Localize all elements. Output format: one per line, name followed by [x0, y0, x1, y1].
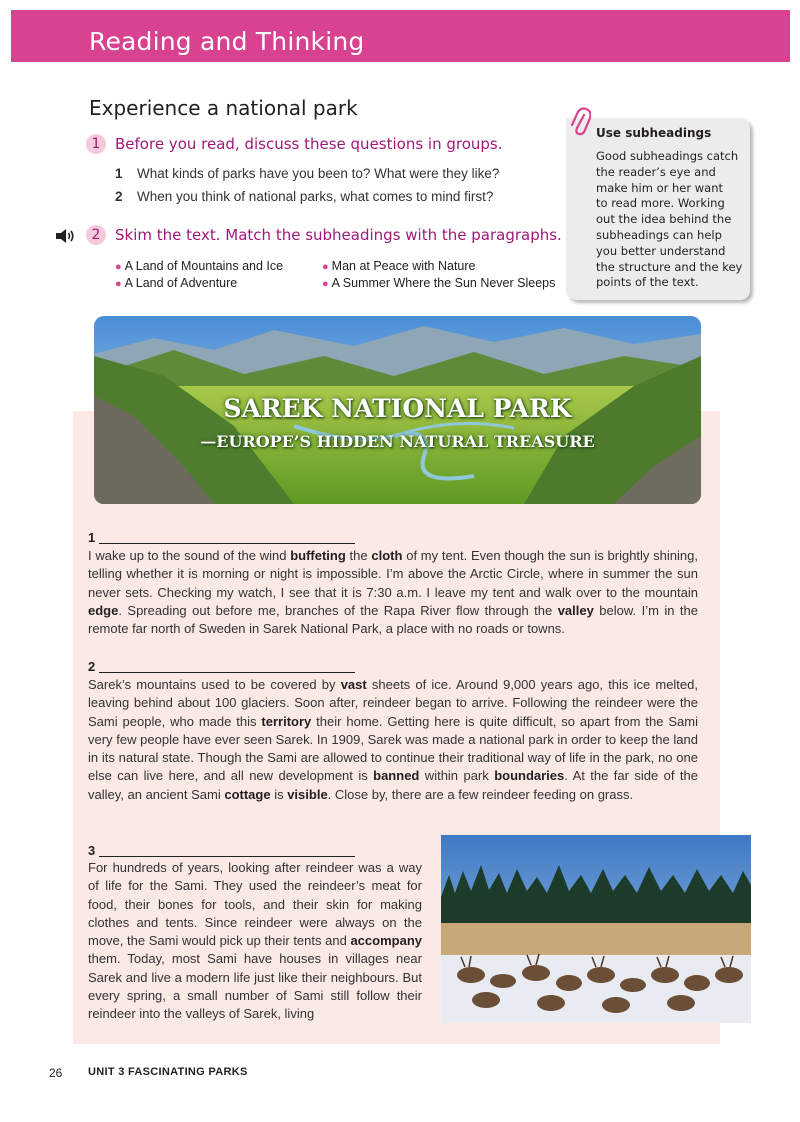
- question-number: 2: [115, 189, 123, 204]
- section-title: Experience a national park: [89, 96, 358, 120]
- answer-blank[interactable]: [99, 543, 355, 544]
- question-2: [115, 189, 493, 204]
- tip-line: subheadings can help: [596, 227, 722, 242]
- paragraph-number: 3: [88, 843, 96, 858]
- hero-image: [94, 316, 701, 504]
- tip-line: to read more. Working: [596, 196, 725, 211]
- page-number: 26: [49, 1066, 63, 1080]
- audio-icon[interactable]: [55, 228, 75, 244]
- text-run: sheets of ice. Around 9,000 years ago, this ice melted, leaving behind about 100 glaciers. Soon after, reindeer began to arrive. Following the reindeer were the Sami people, who made this: [88, 677, 698, 729]
- keyword: cottage: [224, 786, 271, 802]
- text-run: . At the far side of the valley, an ancient Sami: [88, 768, 698, 802]
- subheading-option-text: Man at Peace with Nature: [331, 259, 476, 273]
- text-run: them. Today, most Sami have houses in villages near Sarek and live a modern life just like their neighbours. But every spring, a small number of Sami still follow their reindeer into the valleys of Sarek, living: [88, 951, 422, 1022]
- subheading-option-text: A Summer Where the Sun Never Sleeps: [331, 276, 556, 290]
- subheading-option: ● Man at Peace with Nature: [322, 259, 476, 273]
- answer-blank[interactable]: [99, 672, 355, 673]
- text-run: I wake up to the sound of the wind: [88, 548, 291, 563]
- task-1-heading: [86, 134, 503, 154]
- text-run: For hundreds of years, looking after reindeer was a way of life for the Sami. They used the reindeer’s meat for food, their bones for tools, and their skin for making clothes and tents. Since reindeer were always on the move, the Sami would pick up their tents and: [88, 860, 422, 949]
- keyword: edge: [88, 602, 119, 618]
- paragraph-3-label: [88, 843, 355, 858]
- text-run: is: [270, 786, 288, 802]
- keyword: vast: [340, 677, 367, 692]
- tip-box: [566, 118, 750, 300]
- paragraph-2-label: [88, 659, 355, 674]
- keyword: visible: [287, 786, 328, 802]
- question-number: 1: [115, 166, 123, 181]
- reindeer-photo: [441, 835, 751, 1023]
- tip-line: the structure and the key: [596, 259, 743, 274]
- paperclip-icon: [569, 106, 591, 136]
- answer-blank[interactable]: [99, 856, 355, 857]
- reindeer-herd-illustration: [441, 835, 751, 1023]
- subheading-option: ● A Land of Mountains and Ice: [115, 259, 284, 273]
- keyword: cloth: [371, 548, 403, 563]
- keyword: boundaries: [494, 768, 565, 784]
- paragraph-number: 1: [88, 530, 96, 545]
- question-text: What kinds of parks have you been to? What were they like?: [137, 166, 500, 181]
- unit-title: UNIT 3 FASCINATING PARKS: [88, 1066, 248, 1078]
- text-run: within park: [419, 768, 495, 784]
- task-1-instruction: Before you read, discuss these questions in groups.: [115, 135, 503, 153]
- paragraph-3: [88, 859, 422, 1024]
- keyword: banned: [373, 768, 420, 784]
- keyword: valley: [557, 602, 594, 618]
- task-2-instruction: Skim the text. Match the subheadings with the paragraphs.: [115, 226, 562, 244]
- subheading-option-text: A Land of Adventure: [124, 276, 238, 290]
- keyword: buffeting: [290, 548, 346, 563]
- paragraph-2: [88, 676, 698, 804]
- tip-line: the reader’s eye and: [596, 164, 716, 179]
- tip-line: points of the text.: [596, 275, 699, 290]
- tip-line: make him or her want: [596, 180, 723, 195]
- task-2-number: 2: [86, 225, 106, 245]
- task-1-number: 1: [86, 134, 106, 154]
- keyword: territory: [261, 713, 312, 729]
- paragraph-number: 2: [88, 659, 96, 674]
- text-run: below. I’m in the remote far north of Sweden in Sarek National Park, a place with no roads or towns.: [88, 602, 698, 637]
- paragraph-1: [88, 547, 698, 638]
- subheading-option-text: A Land of Mountains and Ice: [124, 259, 284, 273]
- tip-body: [596, 149, 746, 291]
- tip-line: Good subheadings catch: [596, 149, 739, 163]
- question-text: When you think of national parks, what comes to mind first?: [137, 189, 494, 204]
- task-2-heading: [86, 225, 562, 245]
- page-header-title: Reading and Thinking: [89, 27, 365, 56]
- text-run: . Close by, there are a few reindeer feeding on grass.: [327, 786, 634, 802]
- text-run: . Spreading out before me, branches of the Rapa River flow through the: [118, 602, 558, 618]
- tip-line: you better understand: [596, 243, 726, 258]
- text-run: of my tent. Even though the sun is brightly shining, telling whether it is morning or night is impossible. I’m above the Arctic Circle, where in summer the sun never sets. Checking my watch, I see that it is 7:30 a.m. I leave my tent and walk over to the mountain: [88, 548, 698, 600]
- article-subtitle: —EUROPE’S HIDDEN NATURAL TREASURE: [200, 432, 595, 451]
- text-run: Sarek’s mountains used to be covered by: [88, 677, 341, 692]
- text-run: the: [345, 548, 372, 563]
- article-title: SAREK NATIONAL PARK: [223, 394, 572, 423]
- tip-line: out the idea behind the: [596, 212, 732, 227]
- text-run: their home. Getting here is quite difficult, so apart from the Sami very few people have ever seen Sarek. In 1909, Sarek was made a national park in order to keep the land in its natural state. Though the Sami are allowed to continue their traditional way of life in the park, no one else can live here, and all new development is: [88, 713, 698, 784]
- subheading-option: ● A Summer Where the Sun Never Sleeps: [322, 276, 556, 290]
- tip-title: Use subheadings: [596, 126, 712, 140]
- keyword: accompany: [350, 933, 422, 949]
- subheading-option: ● A Land of Adventure: [115, 276, 238, 290]
- question-1: [115, 166, 499, 181]
- paragraph-1-label: [88, 530, 355, 545]
